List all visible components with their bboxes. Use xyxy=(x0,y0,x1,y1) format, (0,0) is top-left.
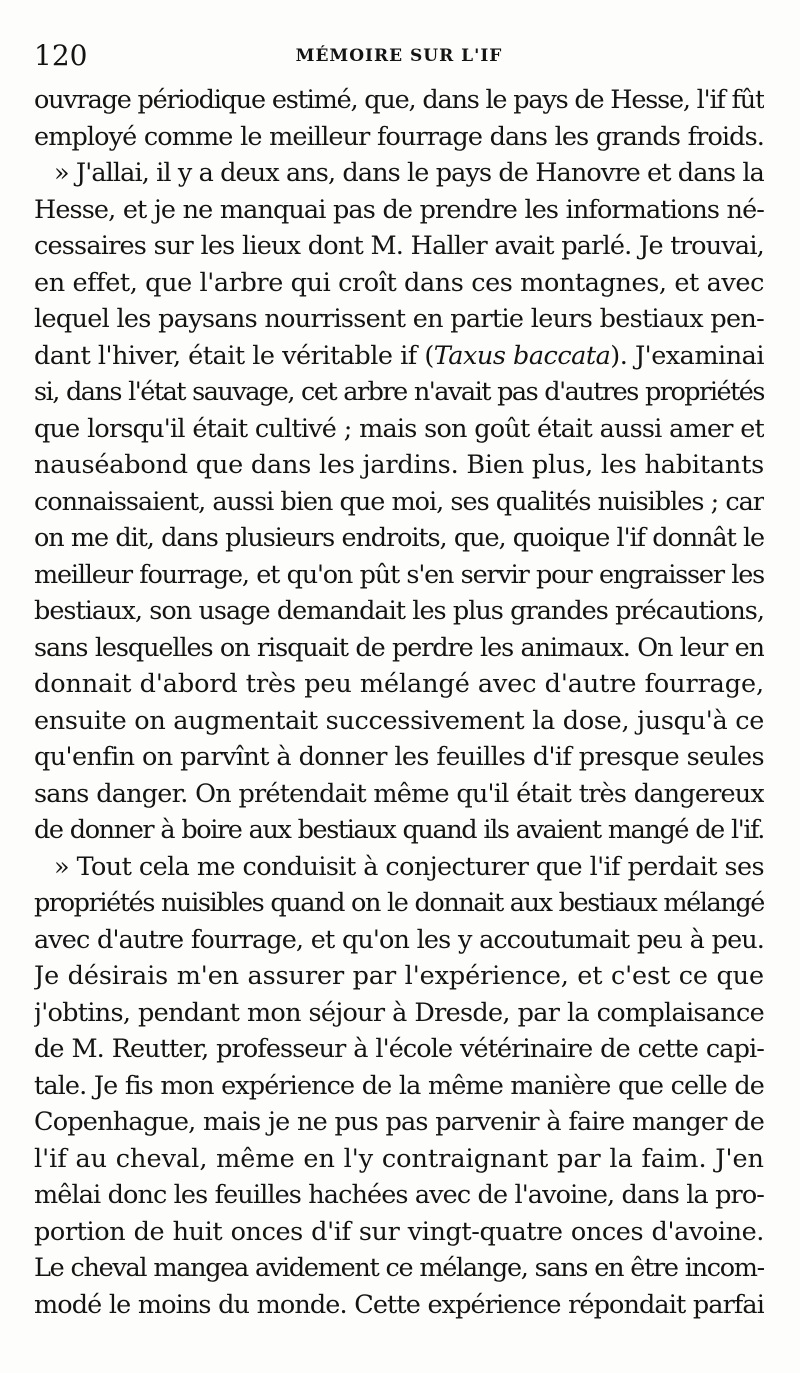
text-line: qu'enfin on parvînt à donner les feuilles d'if presque seules xyxy=(34,742,764,772)
text-line: Hesse, et je ne manquai pas de prendre les informations né- xyxy=(34,194,764,225)
paragraph-start-line: » J'allai, il y a deux ans, dans le pays de Hanovre et dans la xyxy=(54,158,764,188)
text-line: connaissaient, aussi bien que moi, ses qualités nuisibles ; car xyxy=(34,486,764,517)
latin-species-name: Taxus baccata xyxy=(433,340,611,371)
body-text xyxy=(34,82,764,1323)
text-line: Le cheval mangea avidement ce mélange, sans en être incom- xyxy=(34,1253,764,1283)
text-line: modé le moins du monde. Cette expérience répondait parfai xyxy=(34,1289,764,1320)
text-line: Copenhague, mais je ne pus pas parvenir à faire manger de xyxy=(34,1107,764,1137)
text-line: lequel les paysans nourrissent en partie leurs bestiaux pen- xyxy=(34,304,764,334)
text-line: mêlai donc les feuilles hachées avec de l'avoine, dans la pro- xyxy=(34,1180,764,1210)
text-line: de donner à boire aux bestiaux quand ils avaient mangé de l'if. xyxy=(34,815,764,845)
text-line: meilleur fourrage, et qu'on pût s'en servir pour engraisser les xyxy=(34,559,764,590)
paragraph-start-line: » Tout cela me conduisit à conjecturer que l'if perdait ses xyxy=(54,851,764,882)
text-line: de M. Reutter, professeur à l'école vétérinaire de cette capi- xyxy=(34,1034,764,1064)
text-segment: dant l'hiver, était le véritable if ( xyxy=(34,340,434,371)
running-title: MÉMOIRE SUR L'IF xyxy=(295,46,503,66)
text-line: que lorsqu'il était cultivé ; mais son goût était aussi amer et xyxy=(34,413,764,444)
text-line-with-latin-name xyxy=(34,338,764,375)
text-segment: ). J'examinai xyxy=(610,340,764,371)
page-number: 120 xyxy=(34,39,88,72)
text-line: avec d'autre fourrage, et qu'on les y accoutumait peu à peu. xyxy=(34,924,764,955)
text-line: en effet, que l'arbre qui croît dans ces montagnes, et avec xyxy=(34,267,764,298)
text-line: l'if au cheval, même en l'y contraignant par la faim. J'en xyxy=(34,1143,764,1174)
text-line: portion de huit onces d'if sur vingt-quatre onces d'avoine. xyxy=(34,1216,764,1247)
text-line: ouvrage périodique estimé, que, dans le pays de Hesse, l'if fût xyxy=(34,85,764,115)
text-line: ensuite on augmentait successivement la dose, jusqu'à ce xyxy=(34,705,764,736)
text-line: employé comme le meilleur fourrage dans les grands froids. xyxy=(34,121,764,152)
text-line: on me dit, dans plusieurs endroits, que, quoique l'if donnât le xyxy=(34,523,764,553)
text-line: nauséabond que dans les jardins. Bien plus, les habitants xyxy=(34,450,764,480)
text-line: tale. Je fis mon expérience de la même manière que celle de xyxy=(34,1070,764,1101)
text-line: cessaires sur les lieux dont M. Haller avait parlé. Je trouvai, xyxy=(34,231,764,261)
text-line: donnait d'abord très peu mélangé avec d'autre fourrage, xyxy=(34,669,764,699)
text-line: si, dans l'état sauvage, cet arbre n'avait pas d'autres propriétés xyxy=(34,377,764,407)
text-line: sans lesquelles on risquait de perdre les animaux. On leur en xyxy=(34,632,764,663)
text-line: propriétés nuisibles quand on le donnait aux bestiaux mélangé xyxy=(34,888,764,918)
text-line: j'obtins, pendant mon séjour à Dresde, par la complaisance xyxy=(34,997,764,1028)
text-line: bestiaux, son usage demandait les plus grandes précautions, xyxy=(34,596,764,626)
text-line: sans danger. On prétendait même qu'il était très dangereux xyxy=(34,778,764,809)
text-line: Je désirais m'en assurer par l'expérience, et c'est ce que xyxy=(34,961,764,991)
running-head xyxy=(34,38,764,78)
